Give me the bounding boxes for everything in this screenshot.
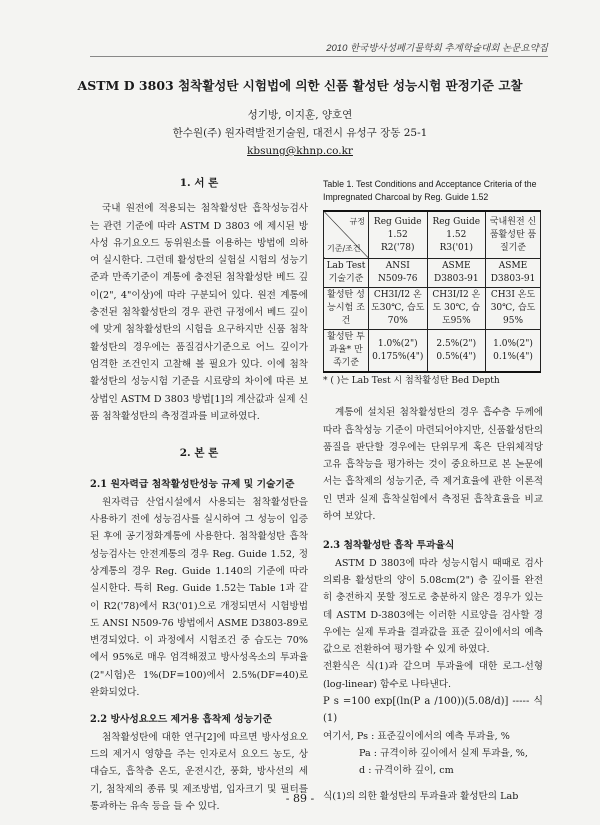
section-2-3-paragraph: ASTM D 3803에 따라 성능시험시 때때로 검사의뢰용 활성탄의 양이 5.08cm(2") 층 깊이를 완전히 충전하지 못할 정도로 충분하지 않은 경우가 있는데 ASTM D-3803에는 이러한 시료양을 검사할 경우에는 실제 투과율 결과값을 표준 깊이에서의 예측값으로 전환하여 평가할 수 있게 하였다.: [323, 557, 543, 656]
section-2-2-heading: 2.2 방사성요오드 제거용 흡착제 성능기준: [90, 714, 273, 726]
table-row: [324, 330, 541, 373]
table-row: [324, 288, 541, 330]
author-names: 성기방, 이지훈, 양호연: [247, 109, 353, 121]
intro-paragraph: 국내 원전에 적용되는 첨착활성탄 흡착성능검사는 관련 기준에 따라 ASTM D 3803 에 제시된 방사성 유기요오드 동위원소를 이용하는 방법에 의하여 실시한다. 그런데 활성탄의 실험실 시험의 성능기준과 만족기준이 계통에 충전된 첨착활성탄 베드 깊이(2", 4"이상)에 따라 구분되어 있다. 원전 계통에 충전된 첨착활성탄의 경우 관련 규정에서 베드 깊이에 맞게 첨착활성탄의 시험을 요구하지만 신품 첨착활성탄의 경우에는 품질검사기준으로 어느 깊이가 엄격한 조건인지 고찰해 볼 필요가 있다. 이에 첨착활성탄의 성능시험 기준을 시료량의 차이에 따른 보상법인 ASTM D 3803 방법[1]의 계산값과 실제 신품 첨착활성탄의 측정결과를 비교하였다.: [90, 203, 308, 422]
table-cell: CH3I/I2 온도30℃, 습도 70%: [369, 288, 428, 330]
author-block: [0, 106, 600, 160]
paper-title: ASTM D 3803 첨착활성탄 시험법에 의한 신품 활성탄 성능시험 판정기준 고찰: [77, 78, 523, 93]
equation-1: P s =100 exp[(ln(P a /100))(5.08/d)] ----- 식 (1): [323, 696, 543, 725]
running-header: 2010 한국방사성폐기물학회 추계학술대회 논문요약집: [326, 43, 548, 54]
header-rule: [90, 56, 548, 57]
table-cell: 1.0%(2") 0.175%(4"): [369, 330, 428, 373]
section-2-1-paragraph: 원자력급 산업시설에서 사용되는 첨착활성탄을 사용하기 전에 성능검사를 실시하여 그 성능이 입증된 후에 공기정화계통에 사용한다. 첨착활성탄 흡착성능검사는 안전계통의 경우 Reg. Guide 1.52, 정상계통의 경우 Reg. Guide 1.140의 기준에 따라 실시한다. 특히 Reg. Guide 1.52는 Table 1과 같이 R2('78)에서 R3('01)으로 개정되면서 시험방법도 ANSI N509-76 방법에서 ASME D3803-89로 변경되었다. 이 과정에서 시험조건 중 습도는 70%에서 95%로 매우 엄격해졌고 방사성옥소의 투과율(2"시험)은 1%(DF=100)에서 2.5%(DF=40)로 완화되었다.: [90, 496, 308, 699]
right-paragraph: 계통에 설치된 첨착활성탄의 경우 흡수층 두께에 따라 흡착성능 기준이 마련되어야지만, 신품활성탄의 품질을 판단할 경우에는 단위무게 혹은 단위체적당 고유 흡착능을 평가하는 것이 중요하므로 본 논문에서는 흡착제의 성능기준, 즉 제거효율에 관한 이론적인 면과 실제 흡착실험에서 측정된 흡착효율을 비교하여 보았다.: [323, 407, 543, 523]
table-caption: Table 1. Test Conditions and Acceptance Criteria of the Impregnated Charcoal by Reg. Guide 1.52: [323, 179, 537, 202]
table-col-header: Reg Guide 1.52 R2('78): [369, 211, 428, 259]
section-2-1-heading: 2.1 원자력급 첨착활성탄성능 규제 및 기술기준: [90, 479, 295, 491]
table-cell: ANSI N509-76: [369, 259, 428, 288]
closing-line: 식(1)의 의한 활성탄의 투과율과 활성탄의 Lab: [323, 790, 519, 802]
equation-where-d: d : 규격이하 깊이, cm: [359, 765, 454, 777]
table-cell: ASME D3803-91: [486, 259, 541, 288]
table-cell: CH3I/I2 온도 30℃, 습도95%: [427, 288, 486, 330]
section-2-3-paragraph-2: 전환식은 식(1)과 같으며 투과율에 대한 로그-선형(log-linear) 함수로 나타낸다.: [323, 661, 543, 690]
table-row-label: 활성탄 투과율* 만족기준: [324, 330, 369, 373]
table-row-label: Lab Test 기술기준: [324, 259, 369, 288]
affiliation: 한수원(주) 원자력발전기술원, 대전시 유성구 장동 25-1: [172, 127, 428, 139]
left-column: [90, 175, 308, 815]
table-cell: ASME D3803-91: [427, 259, 486, 288]
table-col-header: Reg Guide 1.52 R3('01): [427, 211, 486, 259]
body-heading: 2. 본 론: [179, 447, 219, 460]
table-col-header: 국내원전 신품활성탄 품질기준: [486, 211, 541, 259]
conditions-table: [323, 210, 541, 373]
page-number: - 89 -: [285, 792, 315, 805]
author-email: kbsung@khnp.co.kr: [247, 145, 353, 157]
intro-heading: 1. 서 론: [179, 177, 219, 189]
equation-where-ps: 여기서, Ps : 표준깊이에서의 예측 투과율, %: [323, 730, 510, 742]
equation-where-pa: Pa : 규격이하 깊이에서 실제 투과율, %,: [359, 747, 528, 759]
table-footnote: * ( )는 Lab Test 시 첨착활성탄 Bed Depth: [323, 376, 500, 386]
table-row: [324, 259, 541, 288]
table-cell: 1.0%(2") 0.1%(4"): [486, 330, 541, 373]
table-row-label: 활성탄 성능시험 조건: [324, 288, 369, 330]
table-header-row: [324, 211, 541, 259]
right-column: [323, 178, 543, 805]
table-corner-cell: 규정 기준/조건: [324, 211, 369, 259]
section-2-3-heading: 2.3 첨착활성탄 흡착 투과율식: [323, 540, 455, 552]
section-2-2-paragraph: 첨착활성탄에 대한 연구[2]에 따르면 방사성요오드의 제거시 영향을 주는 인자로서 요오드 농도, 상대습도, 흡착층 온도, 운전시간, 풍화, 방사선의 세기, 첨착제의 종류 및 제조방법, 입자크기 및 필터를 통과하는 유속 등을 들 수 있다.: [90, 731, 308, 812]
table-cell: 2.5%(2") 0.5%(4"): [427, 330, 486, 373]
table-cell: CH3I 온도 30℃, 습도 95%: [486, 288, 541, 330]
